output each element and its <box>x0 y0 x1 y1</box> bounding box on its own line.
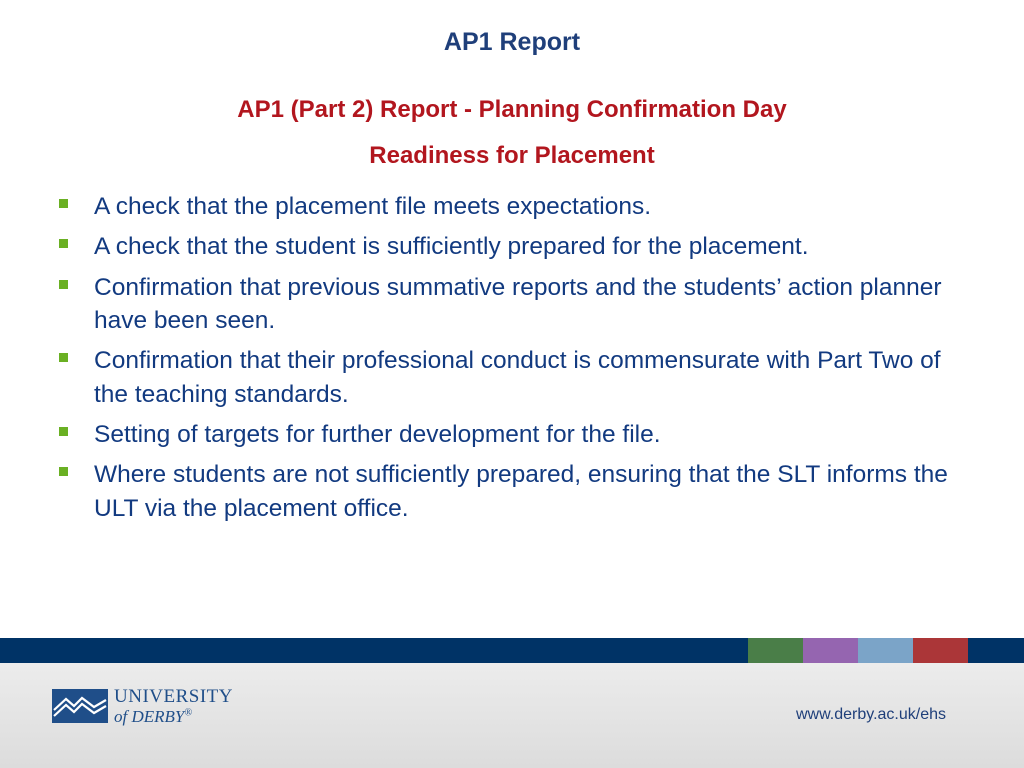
purple-swatch <box>803 638 858 663</box>
university-logo <box>52 687 233 725</box>
bullet-item <box>56 190 968 223</box>
square-bullet-icon <box>59 427 68 436</box>
bullet-text: Where students are not sufficiently prepared, ensuring that the SLT informs the ULT via the placement office. <box>94 461 948 522</box>
red-swatch <box>913 638 968 663</box>
green-swatch <box>748 638 803 663</box>
bullet-list <box>56 190 968 532</box>
bullet-text: A check that the student is sufficiently prepared for the placement. <box>94 233 809 261</box>
footer-color-band <box>0 638 1024 663</box>
square-bullet-icon <box>59 280 68 289</box>
slide-subtitle-1: AP1 (Part 2) Report - Planning Confirmation Day <box>237 96 787 123</box>
bullet-text: Confirmation that previous summative reports and the students’ action planner have been seen. <box>94 273 942 334</box>
square-bullet-icon <box>59 467 68 476</box>
square-bullet-icon <box>59 353 68 362</box>
square-bullet-icon <box>59 239 68 248</box>
footer-url: www.derby.ac.uk/ehs <box>796 706 946 723</box>
logo-line-university: UNIVERSITY <box>114 686 233 707</box>
slide-subtitle-2: Readiness for Placement <box>369 142 655 169</box>
light-blue-swatch <box>858 638 913 663</box>
bullet-item <box>56 230 968 263</box>
band-end-fill <box>968 638 1024 663</box>
mountain-logo-icon <box>52 689 108 723</box>
square-bullet-icon <box>59 199 68 208</box>
band-fill <box>0 638 748 663</box>
logo-line-derby <box>114 708 233 725</box>
bullet-item <box>56 344 968 411</box>
bullet-text: A check that the placement file meets expectations. <box>94 193 652 220</box>
logo-wordmark <box>114 687 233 725</box>
registered-mark: ® <box>184 707 192 719</box>
footer <box>0 663 1024 768</box>
bullet-text: Setting of targets for further development for the file. <box>94 420 661 448</box>
slide-title: AP1 Report <box>443 28 581 56</box>
bullet-text: Confirmation that their professional conduct is commensurate with Part Two of the teaching standards. <box>94 347 941 408</box>
bullet-item <box>56 418 968 451</box>
bullet-item <box>56 271 968 338</box>
bullet-item <box>56 458 968 525</box>
logo-derby-text: of DERBY <box>114 707 185 726</box>
